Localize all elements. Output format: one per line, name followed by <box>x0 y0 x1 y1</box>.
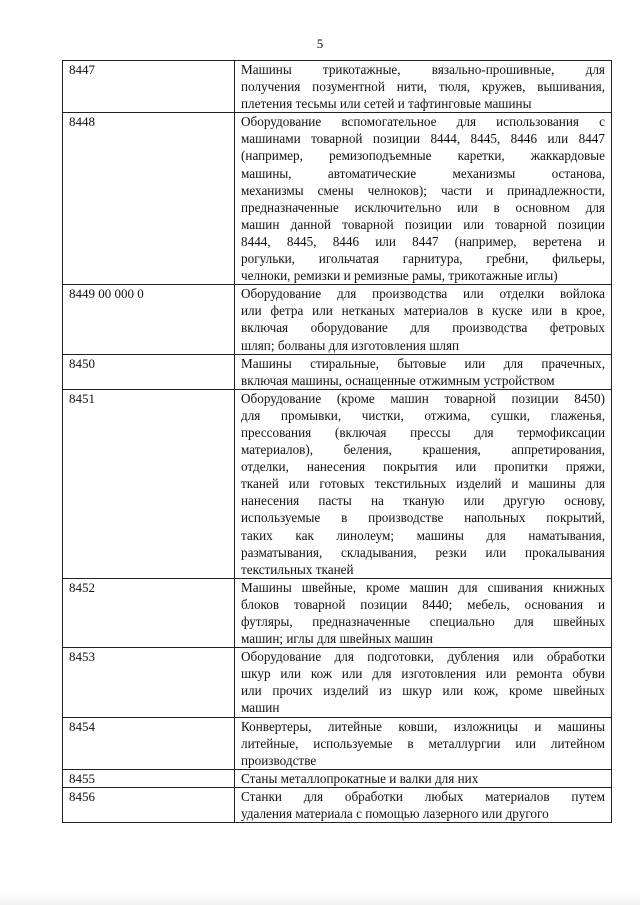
description-line: механизмы смены челноков); части и принадлежности, <box>241 182 605 198</box>
description-line: Машины трикотажные, вязально-прошивные, для <box>241 62 605 77</box>
code-cell: 8452 <box>63 578 235 647</box>
description-text <box>241 718 605 769</box>
description-text <box>241 648 605 716</box>
description-line: производстве <box>241 752 317 768</box>
table-row <box>63 61 612 113</box>
description-line: блоков товарной позиции 8440; мебель, основания и <box>241 596 605 612</box>
description-line: материалов), беления, крашения, аппретирования, <box>241 442 605 458</box>
description-line: Машины стиральные, бытовые или для прачечных, <box>241 355 605 371</box>
description-line: машин <box>241 700 280 716</box>
description-line: футляры, предназначенные специально для швейных <box>241 614 605 629</box>
description-line: (например, ремизоподъемные каретки, жаккардовые <box>241 148 605 164</box>
description-line: машины, автоматические механизмы останова, <box>241 165 605 181</box>
page-number: 5 <box>316 36 324 51</box>
description-cell <box>235 648 612 717</box>
description-line: челноки, ремизки и ремизные рамы, трикотажные иглы) <box>241 268 558 284</box>
description-text <box>241 788 605 822</box>
code-cell: 8449 00 000 0 <box>63 285 235 354</box>
description-line: текстильных тканей <box>241 561 354 577</box>
code-cell: 8450 <box>63 354 235 389</box>
description-line: или прочих изделий из шкур или кож, кроме швейных <box>241 683 605 699</box>
table-body <box>63 61 612 823</box>
description-line: Оборудование (кроме машин товарной позиции 8450) <box>241 390 605 406</box>
description-line: литейные, используемые в металлургии или литейном <box>241 735 605 751</box>
description-text <box>241 390 605 578</box>
table-row <box>63 285 612 354</box>
code-cell: 8456 <box>63 787 235 822</box>
description-cell <box>235 787 612 822</box>
description-line: включая оборудование для производства фетровых <box>241 320 605 336</box>
description-cell <box>235 717 612 769</box>
table-row <box>63 717 612 769</box>
table-row <box>63 389 612 578</box>
description-text <box>241 285 605 353</box>
description-line: таких как линолеум; машины для наматывания, <box>241 527 605 543</box>
description-text <box>241 770 605 787</box>
table-row <box>63 578 612 647</box>
description-line: шляп; болваны для изготовления шляп <box>241 337 460 353</box>
table-row <box>63 113 612 285</box>
description-text <box>241 355 605 389</box>
description-text <box>241 61 605 112</box>
description-cell <box>235 354 612 389</box>
description-line: Конвертеры, литейные ковши, изложницы и машины <box>241 718 605 734</box>
description-cell <box>235 578 612 647</box>
description-line: для промывки, чистки, отжима, сушки, глаженья, <box>241 407 605 423</box>
description-line: плетения тесьмы или сетей и тафтинговые машины <box>241 96 532 112</box>
description-line: машин; иглы для швейных машин <box>241 631 433 647</box>
code-cell: 8447 <box>63 61 235 113</box>
description-line: включая машины, оснащенные отжимным устройством <box>241 372 555 388</box>
description-line: разматывания, складывания, резки или прокалывания <box>241 544 605 560</box>
code-cell: 8451 <box>63 389 235 578</box>
scan-edge-shadow <box>0 893 640 905</box>
description-line: нанесения пасты на тканую или другую основу, <box>241 493 605 509</box>
description-text <box>241 579 605 647</box>
description-line: Оборудование для производства или отделки войлока <box>241 286 605 302</box>
code-cell: 8455 <box>63 769 235 787</box>
code-cell: 8448 <box>63 113 235 285</box>
description-line: отделки, нанесения покрытия или пропитки пряжи, <box>241 459 605 475</box>
description-cell <box>235 285 612 354</box>
description-line: Машины швейные, кроме машин для сшивания книжных <box>241 579 605 595</box>
description-cell <box>235 61 612 113</box>
table-row <box>63 354 612 389</box>
description-line: 8444, 8445, 8446 или 8447 (например, веретена и <box>241 233 605 249</box>
description-line: или фетра или нетканых материалов в куске или в крое, <box>241 303 605 319</box>
description-line: прессования (включая прессы для термофиксации <box>241 424 605 440</box>
description-line: тканей или готовых текстильных изделий и машины для <box>241 476 605 492</box>
description-line: шкур или кож или для изготовления или ремонта обуви <box>241 666 605 682</box>
tariff-code-table <box>62 60 612 823</box>
description-line: предназначенные исключительно или в основном для <box>241 199 605 215</box>
code-cell: 8453 <box>63 648 235 717</box>
table-row <box>63 648 612 717</box>
description-line: удаления материала с помощью лазерного или другого <box>241 806 549 822</box>
description-cell <box>235 389 612 578</box>
description-line: машинами товарной позиции 8444, 8445, 8446 или 8447 <box>241 131 605 147</box>
description-line: машин данной товарной позиции или товарной позиции <box>241 216 605 232</box>
code-cell: 8454 <box>63 717 235 769</box>
description-line: Станы металлопрокатные и валки для них <box>241 770 479 786</box>
description-line: получения позументной нити, тюля, кружев, вышивания, <box>241 79 605 95</box>
description-cell <box>235 769 612 787</box>
description-cell <box>235 113 612 285</box>
table-row <box>63 769 612 787</box>
description-line: используемые в производстве напольных покрытий, <box>241 510 605 526</box>
description-line: Оборудование для подготовки, дубления или обработки <box>241 649 605 665</box>
description-text <box>241 113 605 284</box>
description-line: Станки для обработки любых материалов путем <box>241 788 605 804</box>
table-row <box>63 787 612 822</box>
description-line: рогульки, игольчатая гарнитура, гребни, фильеры, <box>241 251 605 267</box>
description-line: Оборудование вспомогательное для использования с <box>241 114 605 130</box>
